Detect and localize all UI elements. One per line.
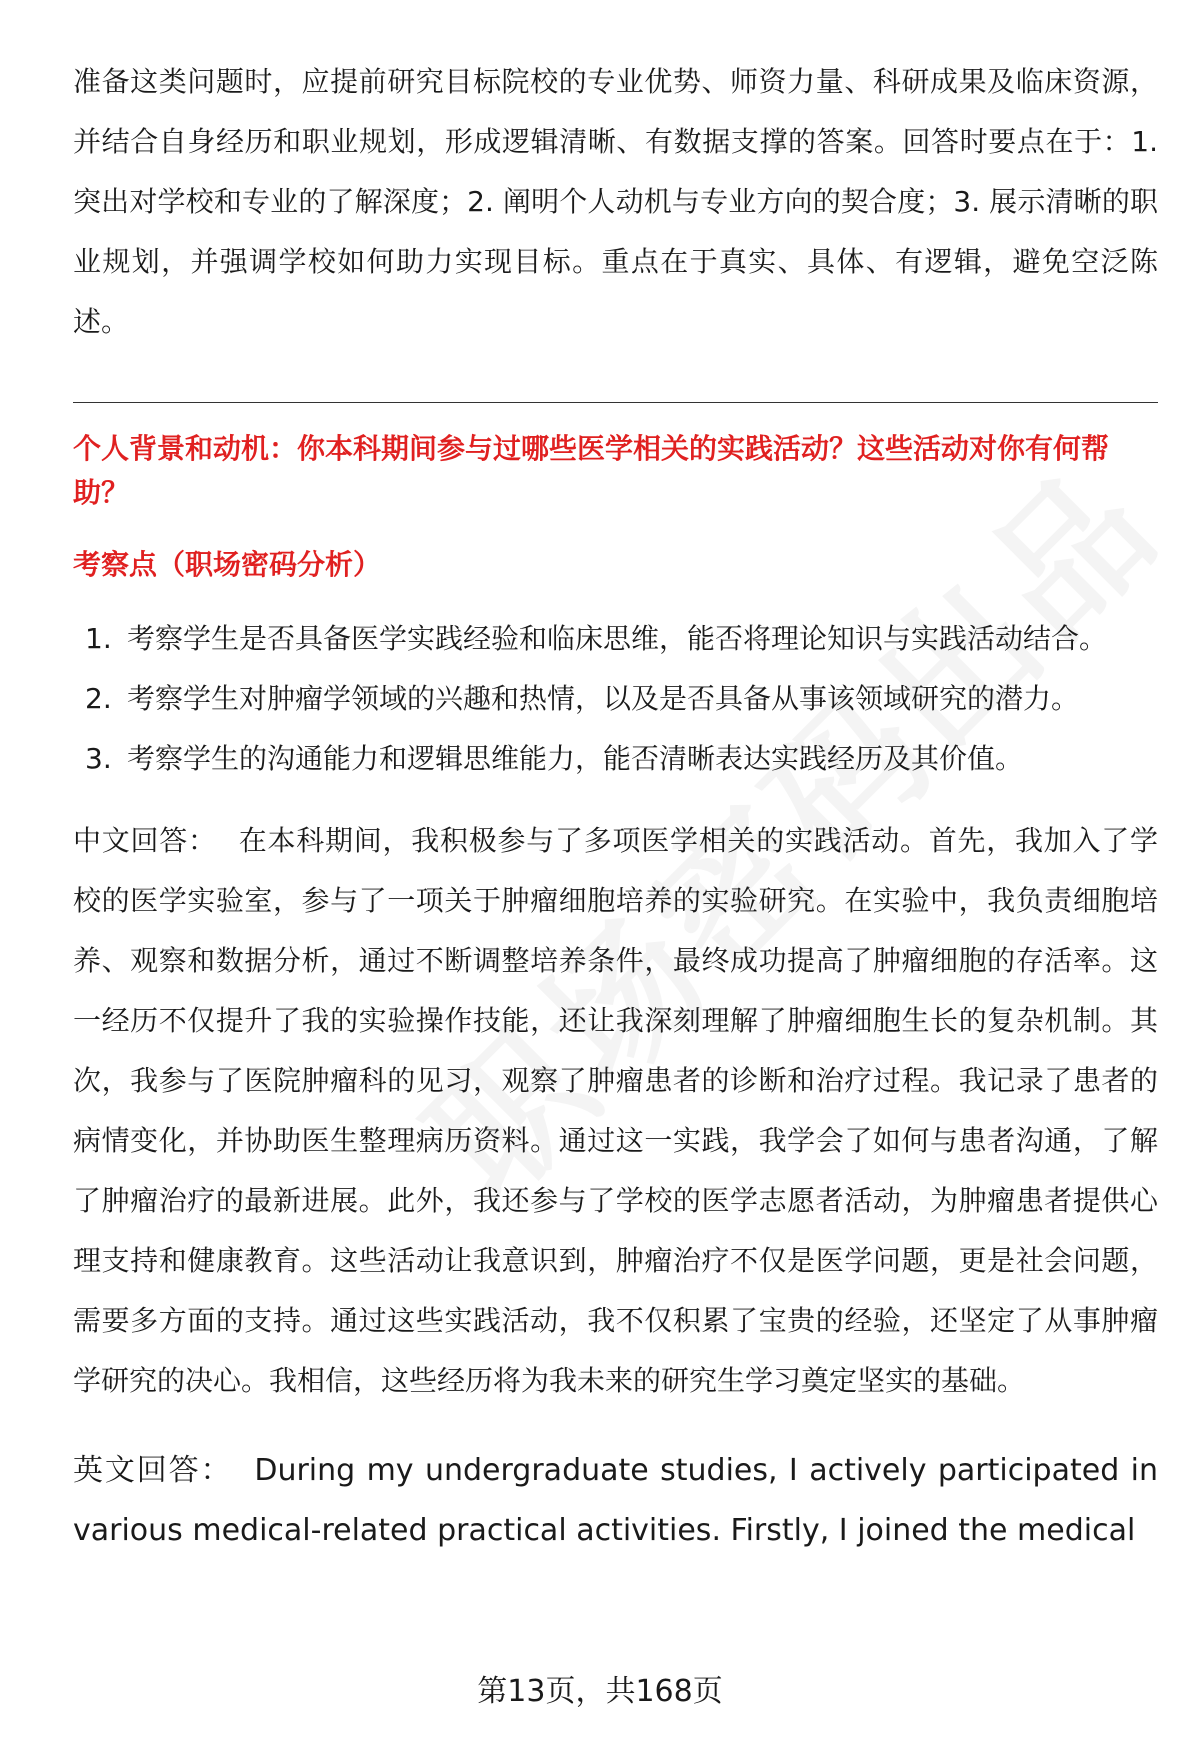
- section-divider: [73, 402, 1158, 403]
- page-content: [73, 52, 1158, 1561]
- list-number: 2.: [85, 682, 112, 715]
- english-answer: [73, 1441, 1158, 1561]
- english-answer-label: 英文回答：: [73, 1453, 233, 1488]
- assessment-heading: 考察点（职场密码分析）: [73, 548, 382, 581]
- list-item-text: 考察学生是否具备医学实践经验和临床思维，能否将理论知识与实践活动结合。: [127, 622, 1108, 655]
- question-heading: 个人背景和动机：你本科期间参与过哪些医学相关的实践活动？这些活动对你有何帮助？: [73, 432, 1110, 509]
- list-number: 1.: [85, 622, 112, 655]
- english-answer-text: During my undergraduate studies, I actively participated in various medical-related practical activities. Firstly, I joined the medical: [73, 1453, 1158, 1548]
- chinese-answer-text: 在本科期间，我积极参与了多项医学相关的实践活动。首先，我加入了学校的医学实验室，参与了一项关于肿瘤细胞培养的实验研究。在实验中，我负责细胞培养、观察和数据分析，通过不断调整培养条件，最终成功提高了肿瘤细胞的存活率。这一经历不仅提升了我的实验操作技能，还让我深刻理解了肿瘤细胞生长的复杂机制。其次，我参与了医院肿瘤科的见习，观察了肿瘤患者的诊断和治疗过程。我记录了患者的病情变化，并协助医生整理病历资料。通过这一实践，我学会了如何与患者沟通，了解了肿瘤治疗的最新进展。此外，我还参与了学校的医学志愿者活动，为肿瘤患者提供心理支持和健康教育。这些活动让我意识到，肿瘤治疗不仅是医学问题，更是社会问题，需要多方面的支持。通过这些实践活动，我不仅积累了宝贵的经验，还坚定了从事肿瘤学研究的决心。我相信，这些经历将为我未来的研究生学习奠定坚实的基础。: [73, 824, 1158, 1397]
- list-item: [73, 669, 1158, 729]
- intro-paragraph: 准备这类问题时，应提前研究目标院校的专业优势、师资力量、科研成果及临床资源，并结合自身经历和职业规划，形成逻辑清晰、有数据支撑的答案。回答时要点在于：1. 突出对学校和专业的了解深度；2. 阐明个人动机与专业方向的契合度；3. 展示清晰的职业规划，并强调学校如何助力实现目标。重点在于真实、具体、有逻辑，避免空泛陈述。: [73, 65, 1158, 338]
- list-item-text: 考察学生的沟通能力和逻辑思维能力，能否清晰表达实践经历及其价值。: [127, 742, 1024, 775]
- chinese-answer: [73, 811, 1158, 1411]
- list-number: 3.: [85, 742, 112, 775]
- chinese-answer-label: 中文回答：: [73, 824, 217, 857]
- list-item: [73, 729, 1158, 789]
- page-footer: 第13页，共168页: [477, 1674, 723, 1709]
- assessment-list: [73, 609, 1158, 789]
- list-item: [73, 609, 1158, 669]
- list-item-text: 考察学生对肿瘤学领域的兴趣和热情，以及是否具备从事该领域研究的潜力。: [127, 682, 1080, 715]
